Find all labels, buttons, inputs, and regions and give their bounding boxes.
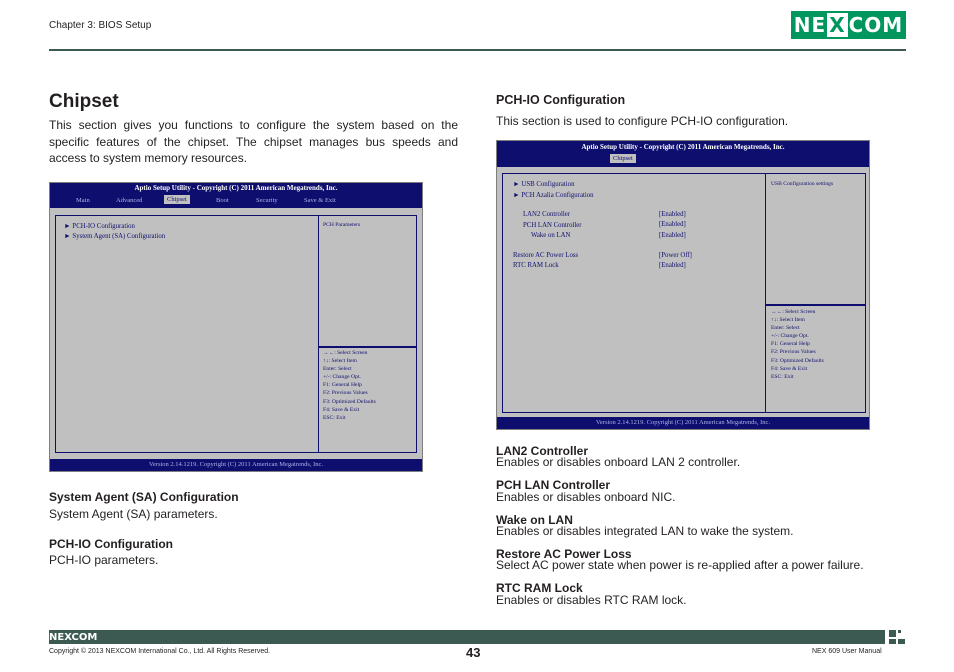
footer-logo: NEXCOM [49,631,98,643]
help-text: USB Configuration settings [771,181,834,187]
key-hint: F1: General Help [323,382,362,389]
manual-title: NEX 609 User Manual [812,648,882,655]
menu-item-pch-io[interactable]: ► PCH-IO Configuration [64,223,135,230]
key-legend [771,308,824,381]
key-hint: Enter: Select [323,366,352,373]
desc-text: Select AC power state when power is re-applied after a power failure. [496,558,864,572]
desc-text: Enables or disables onboard LAN 2 controller. [496,455,741,469]
tab-security[interactable]: Security [256,197,278,204]
key-hint: F3: Optimized Defaults [771,357,824,364]
page-number: 43 [466,645,481,660]
bios-help-panel [765,173,866,306]
bios-help-panel [318,215,417,348]
setting-label: RTC RAM Lock [513,262,559,269]
section-heading: PCH-IO Configuration [496,93,626,107]
bios-footer: Version 2.14.1219. Copyright (C) 2011 American Megatrends, Inc. [50,459,422,471]
setting-label: PCH LAN Controller [523,222,582,229]
key-hint: ↑↓: Select Item [771,317,805,324]
footer-square [889,630,896,637]
key-hint: →←: Select Screen [771,309,816,315]
setting-value[interactable]: [Enabled] [659,221,686,228]
desc-heading: LAN2 Controller [496,444,589,458]
desc-heading: RTC RAM Lock [496,581,583,595]
chipset-intro: This section gives you functions to configure the system based on the specific features of the chipset. The chipset manages bus speeds and access to system memory resources. [49,118,458,165]
footer-bar [49,630,885,644]
bios-screen-pch-io [496,140,870,430]
menu-item-azalia[interactable]: ► PCH Azalia Configuration [513,192,594,199]
tab-main[interactable]: Main [76,197,90,204]
desc-heading: PCH LAN Controller [496,478,610,492]
chapter-label: Chapter 3: BIOS Setup [49,20,152,31]
tab-save-exit[interactable]: Save & Exit [304,197,336,204]
key-legend [323,349,376,422]
desc-heading: Wake on LAN [496,513,573,527]
bios-title: Aptio Setup Utility - Copyright (C) 2011 American Megatrends, Inc. [50,183,422,194]
key-hint: Enter: Select [771,325,800,332]
key-hint: F4: Save & Exit [771,365,808,372]
key-hint: F2: Previous Values [771,349,816,356]
key-hint: +/-: Change Opt. [771,333,809,340]
key-hint: ↑↓: Select Item [323,358,357,365]
footer-square [889,639,896,644]
page-title: Chipset [49,91,119,112]
section-intro: This section is used to configure PCH-IO configuration. [496,114,789,128]
key-hint: F4: Save & Exit [323,406,360,413]
setting-label: LAN2 Controller [523,211,571,218]
setting-value[interactable]: [Enabled] [659,232,686,239]
key-hint: F2: Previous Values [323,390,368,397]
pchio-heading: PCH-IO Configuration [49,537,173,551]
sa-heading: System Agent (SA) Configuration [49,490,239,504]
key-hint: ESC: Exit [323,414,346,421]
nexcom-logo: NE X COM [791,11,906,39]
desc-text: Enables or disables onboard NIC. [496,490,676,504]
bios-title: Aptio Setup Utility - Copyright (C) 2011 American Megatrends, Inc. [497,141,869,153]
tab-boot[interactable]: Boot [216,197,229,204]
header-divider [49,49,906,51]
setting-label: Restore AC Power Loss [513,252,579,259]
setting-value[interactable]: [Enabled] [659,262,686,269]
tab-advanced[interactable]: Advanced [116,197,143,204]
key-hint: →←: Select Screen [323,350,368,356]
footer-square [898,630,901,633]
pchio-text: PCH-IO parameters. [49,553,159,567]
help-text: PCH Parameters [323,222,361,228]
key-hint: F1: General Help [771,341,810,348]
key-hint: +/-: Change Opt. [323,374,361,381]
desc-heading: Restore AC Power Loss [496,547,632,561]
setting-value[interactable]: [Enabled] [659,211,686,218]
tab-chipset[interactable]: Chipset [610,154,636,163]
key-hint: F3: Optimized Defaults [323,398,376,405]
desc-text: Enables or disables integrated LAN to wake the system. [496,524,794,538]
copyright: Copyright © 2013 NEXCOM International Co., Ltd. All Rights Reserved. [49,648,271,655]
bios-tab-bar [497,153,869,167]
bios-tab-bar [50,194,422,208]
bios-screen-chipset [49,182,423,472]
desc-text: Enables or disables RTC RAM lock. [496,593,687,607]
menu-item-usb[interactable]: ► USB Configuration [513,181,575,188]
key-hint: ESC: Exit [771,373,794,380]
menu-item-system-agent[interactable]: ► System Agent (SA) Configuration [64,233,166,240]
sa-text: System Agent (SA) parameters. [49,507,218,521]
setting-label: Wake on LAN [531,232,571,239]
tab-chipset[interactable]: Chipset [164,195,190,204]
bios-footer: Version 2.14.1219. Copyright (C) 2011 American Megatrends, Inc. [497,417,869,429]
footer-square [898,639,905,644]
setting-value[interactable]: [Power Off] [659,252,692,259]
